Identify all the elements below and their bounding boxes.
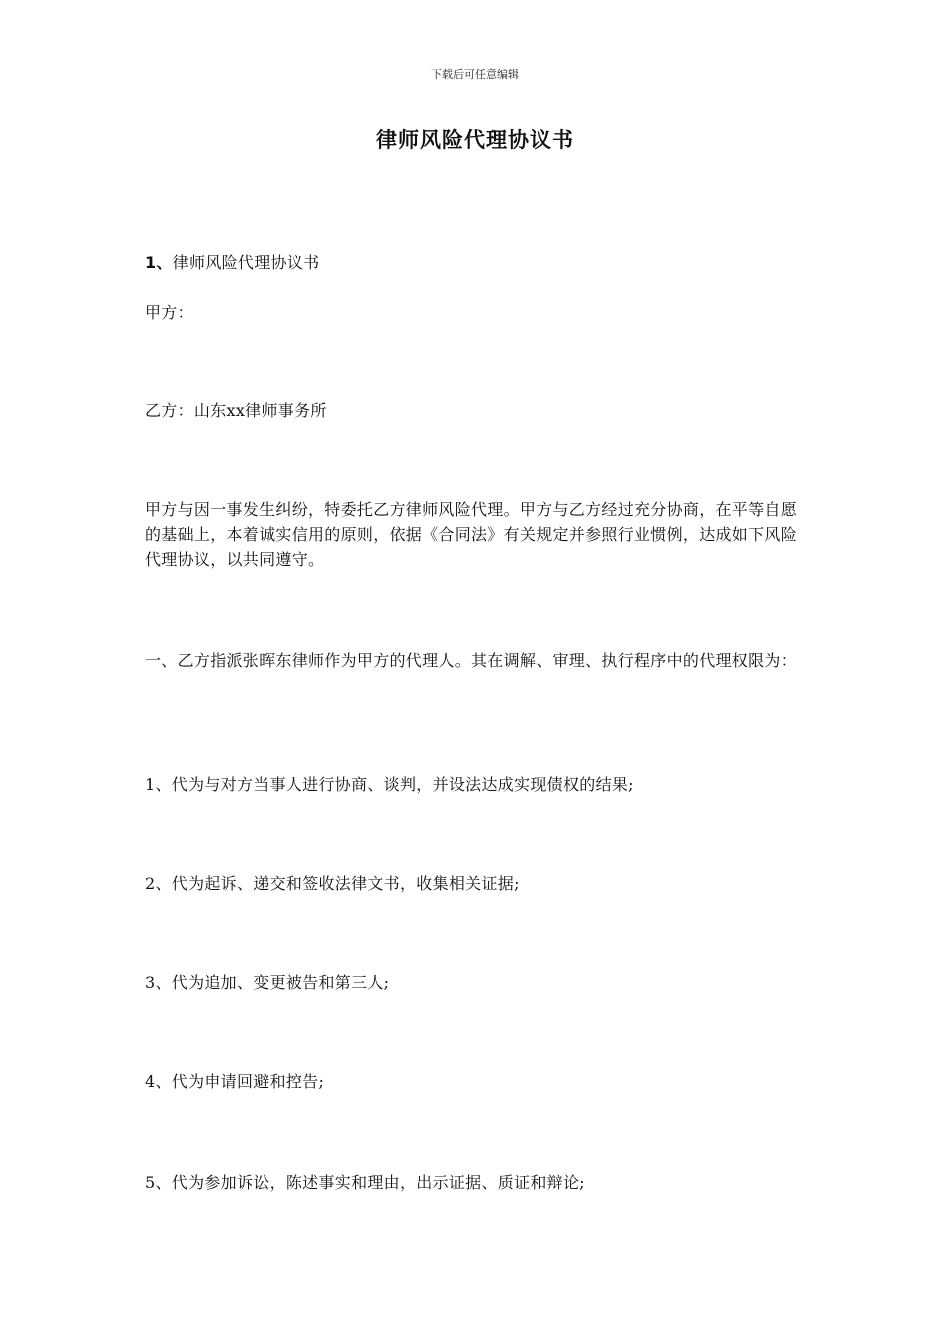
list-item: 4、代为申请回避和控告;	[145, 1072, 325, 1091]
party-a-line: 甲方：	[145, 303, 194, 322]
page-header-note: 下载后可任意编辑	[431, 68, 519, 81]
clause-one-paragraph: 一、乙方指派张晖东律师作为甲方的代理人。其在调解、审理、执行程序中的代理权限为：	[145, 651, 798, 670]
document-title: 律师风险代理协议书	[376, 128, 574, 152]
list-item: 5、代为参加诉讼，陈述事实和理由，出示证据、质证和辩论;	[145, 1173, 585, 1192]
intro-paragraph: 甲方与因一事发生纠纷，特委托乙方律师风险代理。甲方与乙方经过充分协商，在平等自愿的基础上，本着诚实信用的原则，依据《合同法》有关规定并参照行业惯例，达成如下风险代理协议，以共同遵守。	[145, 500, 798, 569]
list-item: 1、代为与对方当事人进行协商、谈判，并设法达成实现债权的结果;	[145, 775, 634, 794]
section-heading	[145, 250, 805, 275]
section-heading-text: 律师风险代理协议书	[172, 253, 320, 272]
list-item: 3、代为追加、变更被告和第三人;	[145, 973, 390, 992]
list-item: 2、代为起诉、递交和签收法律文书，收集相关证据;	[145, 874, 520, 893]
party-b-line: 乙方：山东xx律师事务所	[145, 401, 327, 420]
section-heading-number: 1、	[145, 253, 173, 272]
